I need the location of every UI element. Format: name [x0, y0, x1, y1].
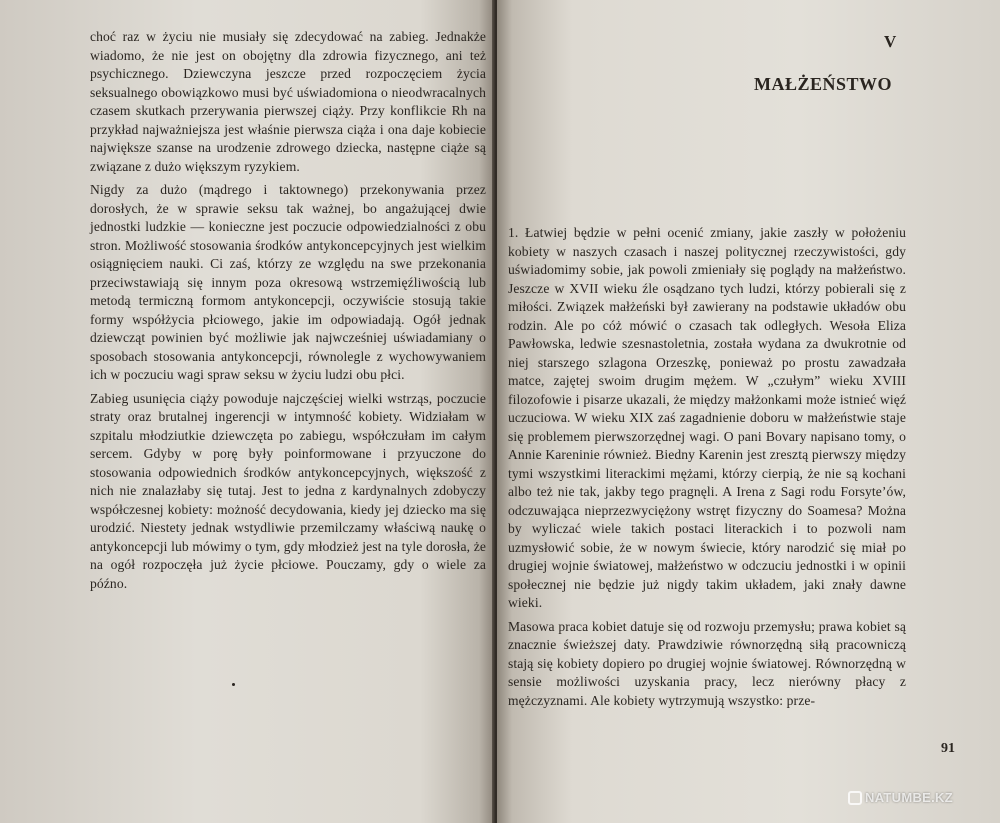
left-paragraph-2: Nigdy za dużo (mądrego i taktownego) przekonywania przez dorosłych, że w sprawie seksu tak ważnej, bo angażującej dwie jednostki ludzkie — konieczne jest poczucie odpowiedzialności z obu stron. Możliwość stosowania środków antykoncepcyjnych jest wielkim osiągnięciem nauki. Ci zaś, którzy ze względu na swe przekonania przeciwstawiają się innym poza okresową wstrzemięźliwością lub metodą termiczną formom antykoncepcji, oczywiście stosują takie formy współżycia płciowego, jakie im odpowiadają. Ogół jednak dziewcząt powinien być możliwie jak najwcześniej uświadamiany o sposobach stosowania antykoncepcji, równolegle z wychowywaniem ich w poczuciu wagi spraw seksu w życiu ludzi obu płci.	[90, 182, 486, 382]
watermark-logo-icon	[848, 791, 862, 805]
left-paragraph-3: Zabieg usunięcia ciąży powoduje najczęściej wielki wstrząs, poczucie straty oraz brutalnej ingerencji w intymność kobiety. Widziałam w szpitalu młodziutkie dziewczęta po zabiegu, współczułam im całym sercem. Gdyby w porę były poinformowane i przyuczone do stosowania odpowiednich środków antykoncepcyjnych, większość z nich nie znalazłaby się tutaj. Jest to jedna z kardynalnych zdobyczy współczesnej kobiety: możność decydowania, kiedy jej dziecko ma się urodzić. Niestety jednak wstydliwie przemilczamy właściwą naukę o antykoncepcji lub mówimy o tym, gdy młodzież jest na tyle dorosła, że na ogół rozpoczęła już życie płciowe. Pouczamy, gdy o wiele za późno.	[90, 390, 486, 591]
ink-speck	[232, 683, 235, 686]
chapter-number: V	[884, 32, 897, 51]
right-page-text	[508, 224, 906, 710]
page-number: 91	[941, 741, 955, 756]
left-page-text	[90, 28, 486, 593]
left-page	[0, 0, 494, 823]
chapter-title: MAŁŻEŃSTWO	[754, 74, 893, 94]
watermark	[848, 790, 953, 805]
right-paragraph-2: Masowa praca kobiet datuje się od rozwoju przemysłu; prawa kobiet są znacznie świeższej daty. Prawdziwie równorzędną siłą pracowniczą stają się kobiety dopiero po drugiej wojnie światowej. Równorzędną w sensie możliwości uzyskania pracy, lecz nierówny płacy z mężczyznami. Ale kobiety wytrzymują wszystko: prze-	[508, 618, 906, 708]
watermark-text: NATUMBE.KZ	[865, 790, 953, 805]
right-paragraph-1: 1. Łatwiej będzie w pełni ocenić zmiany, jakie zaszły w położeniu kobiety w naszych czasach i naszej politycznej rzeczywistości, gdy uświadomimy sobie, jak powoli zmieniały się poglądy na małżeństwo. Jeszcze w XVII wieku źle osądzano tych ludzi, którzy pobierali się z miłości. Związek małżeński był zawierany na podstawie układów obu rodzin. Ale po cóż mówić o czasach tak odległych. Wesoła Eliza Pawłowska, ledwie szesnastoletnia, została wydana za dwukrotnie od niej starszego szlagona Orzeszkę, ponieważ po prostu zawadzała matce, zajętej swoim drugim mężem. W „czułym” wieku XVIII filozofowie i pisarze ukazali, że między małżonkami może istnieć więź uczuciowa. W wieku XIX zaś zagadnienie doboru w małżeństwie staje się problemem pierwszorzędnej wagi. O pani Bovary napisano tomy, o Annie Kareninie również. Biedny Karenin jest zresztą pierwszy między tymi wszystkimi literackimi mężami, którzy cierpią, że nie są kochani albo też nie tak, jakby tego pragnęli. A Irena z Sagi rodu Forsyte’ów, odczuwająca nieprzezwyciężony wstręt fizyczny do Soamesa? Można by wyliczać wiele takich postaci literackich i to pozwoli nam uzmysłowić sobie, że w nowym świecie, który narodzić się miał po drugiej wojnie światowej, małżeństwo w odczuciu jednostki i w opinii społecznej nie będzie już nigdy takim układem, jaki znały dawne wieki.	[508, 225, 906, 610]
left-paragraph-1: choć raz w życiu nie musiały się zdecydować na zabieg. Jednakże wiadomo, że nie jest on obojętny dla zdrowia fizycznego, ani też psychicznego. Dziewczyna jeszcze przed rozpoczęciem życia seksualnego obowiązkowo musi być uświadomiona o nieodwracalnych czasem skutkach przerywania pierwszej ciąży. Przy konflikcie Rh na przykład najważniejsza jest właśnie pierwsza ciąża i ona daje kobiecie największe szanse na urodzenie zdrowego dziecka, następne ciąże są związane z dużo większym ryzykiem.	[90, 29, 486, 174]
